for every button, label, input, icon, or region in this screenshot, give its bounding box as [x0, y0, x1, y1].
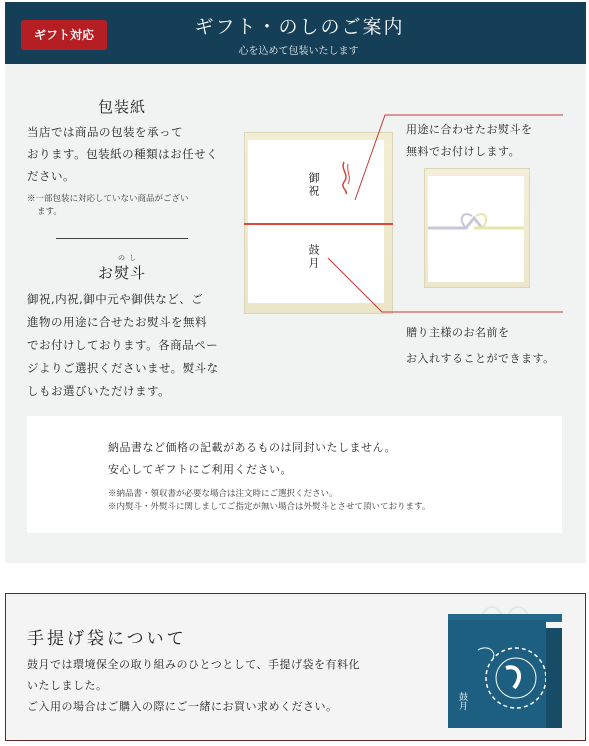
- gift-badge: ギフト対応: [21, 20, 107, 50]
- page-title: ギフト・のしのご案内: [194, 16, 405, 38]
- bag-pattern-icon: [448, 620, 546, 728]
- wrapping-line: 当店では商品の包装を承って: [27, 125, 183, 139]
- wrapping-note-line: ます。: [37, 207, 62, 217]
- bag-title: 手提げ袋について: [27, 629, 187, 649]
- noshi-upper-text: 御祝: [307, 172, 320, 198]
- bag-line: ご入用の場合はご購入の際にご一緒にお買い求めください。: [27, 700, 338, 713]
- callout-line: 用途に合わせたお熨斗を: [406, 123, 533, 136]
- bag-line: いたしました。: [27, 679, 108, 692]
- wrapping-line: おります。包装紙の種類はお任せく: [27, 147, 219, 161]
- bag-brand-label: 鼓月: [457, 692, 467, 710]
- bag-side: [546, 628, 562, 728]
- wrapping-note-line: ※一部包装に対応していない商品がござい: [27, 194, 189, 204]
- info-note-line: ※内熨斗・外熨斗に関しましてご指定が無い場合は外熨斗とさせて頂いております。: [108, 502, 431, 512]
- callout-line: 無料でお付けします。: [406, 145, 521, 158]
- bag-text: [27, 654, 360, 717]
- bag-line: 鼓月では環境保全の取り組みのひとつとして、手提げ袋を有料化: [27, 658, 361, 671]
- noshi-line: 御祝,内祝,御中元や御供など、ご: [27, 292, 204, 306]
- wrapping-line: ださい。: [27, 169, 75, 183]
- noshi-ruby: のし: [118, 254, 140, 262]
- callout-top-text: [406, 119, 533, 163]
- noshi-line: しもお選びいただけます。: [27, 384, 171, 398]
- noshi-line: でお付けしております。各商品ペー: [27, 338, 219, 352]
- noshi-lower-text: 鼓月: [307, 244, 320, 270]
- page-subtitle: 心を込めて包装いたします: [238, 46, 359, 57]
- info-line: 安心してギフトにご利用ください。: [108, 463, 292, 476]
- info-notes: [108, 488, 430, 514]
- noshi-line: 進物の用途に合せたお熨斗を無料: [27, 315, 207, 329]
- info-note-line: ※納品書・領収書が必要な場合は注文時にご選択ください。: [108, 489, 338, 499]
- callout-line: 贈り主様のお名前を: [406, 326, 510, 339]
- callout-line: お入れすることができます。: [406, 352, 555, 365]
- noshi-line: ジよりご選択くださいませ。熨斗な: [27, 361, 219, 375]
- noshi-title: お熨斗: [97, 264, 146, 282]
- info-line: 納品書など価格の記載があるものは同封いたしません。: [108, 441, 397, 454]
- callout-bottom-text: [406, 320, 555, 372]
- info-text: [108, 437, 396, 481]
- wrapping-title: 包装紙: [97, 98, 146, 116]
